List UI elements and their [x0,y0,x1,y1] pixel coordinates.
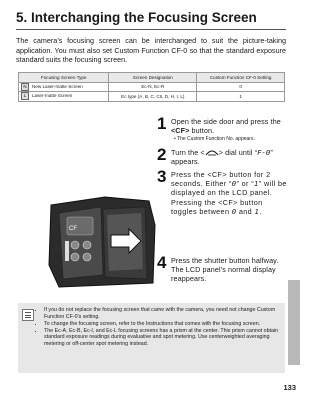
cf-button-label: <CF> [171,126,190,136]
title-rule [16,29,286,30]
memo-icon [22,309,34,321]
step-text-a: Press the <CF> button for 2 seconds. Either “ [171,170,271,189]
step-number: 4 [157,253,167,272]
step-text [171,117,289,135]
screen-type-label: Laser-matte Screen [32,93,73,99]
camera-side-illustration [45,195,157,290]
table-cell-type [19,82,109,92]
step-text-d: and [236,206,255,216]
step-text-b: button. [189,126,215,136]
camera-cf-label: CF [69,226,77,232]
lcd-0-glyph: 0 [231,206,237,216]
step-1 [157,114,289,143]
step-text [171,170,289,216]
screen-l-icon: L [21,92,29,100]
lcd-f0-glyph: F-0 [257,148,271,157]
section-tab-bar [288,280,300,365]
table-cell-type [19,92,109,102]
step-text-b: > dial until “ [218,148,258,157]
lcd-1-glyph: 1 [254,179,259,189]
step-number: 2 [157,145,167,164]
step-text [171,148,289,166]
col-header-setting: Custom Function CF-0 Setting [197,73,285,83]
list-item: • If you do not replace the focusing screen that came with the camera, you need not change Custom Function CF-0’s setting. [44,307,279,320]
page-title: 5. Interchanging the Focusing Screen [16,10,257,25]
step-2 [157,145,289,167]
step-text-c: ” appears. [171,148,273,167]
col-header-designation: Screen Designation [109,73,197,83]
table-cell-designation: Ec-N, Ec-R [109,82,197,92]
table-cell-designation: Ec type (A, B, C, CII, D, H, I, L) [109,92,197,102]
side-door-edge [65,241,69,261]
step-text: Press the shutter button halfway. The LCD panel’s normal display reappears. [171,256,279,284]
table-row [19,82,285,92]
step-subnote: • The Custom Function No. appears. [174,136,255,143]
screen-n-icon: N [21,83,29,91]
step-text-a: Turn the < [171,148,205,157]
notes-box [18,303,285,373]
step-text-e: . [259,206,262,216]
step-number: 1 [157,114,167,133]
main-dial-icon [205,149,219,156]
lcd-0-glyph: 0 [231,179,237,189]
col-header-type: Focusing Screen Type [19,73,109,83]
step-3 [157,167,289,216]
table-row [19,92,285,102]
step-4 [157,253,289,284]
table-header-row [19,73,285,83]
notes-list [18,303,285,347]
list-item: • The Ec-A, Ec-B, Ec-I, and Ec-L focusing screens has a prism at the center. This prism cannot obtain standard exposure readings during evaluative and spot metering. Use centerweighted averaging metering or off-center spot metering instead. [44,328,279,348]
focusing-screen-table [18,72,285,102]
screen-type-label: New Laser-matte Screen [32,83,83,89]
table-cell-setting: 1 [197,92,285,102]
table-cell-setting: 0 [197,82,285,92]
list-item: • To change the focusing screen, refer to the Instructions that comes with the focusing screen. [44,321,279,328]
intro-paragraph: The camera’s focusing screen can be interchanged to suit the picture-taking application. You must also set Custom Function CF-0 so that the standard exposure standard suits the focusing screen. [16,36,286,65]
step-text-c: ” will be displayed on the LCD panel. Pressing the <CF> button toggles between [171,179,287,216]
step-number: 3 [157,167,167,186]
page-number: 133 [283,383,296,392]
step-text-a: Open the side door and press the [171,117,281,126]
lcd-1-glyph: 1 [254,206,260,216]
step-text-b: ” or “ [236,179,255,189]
